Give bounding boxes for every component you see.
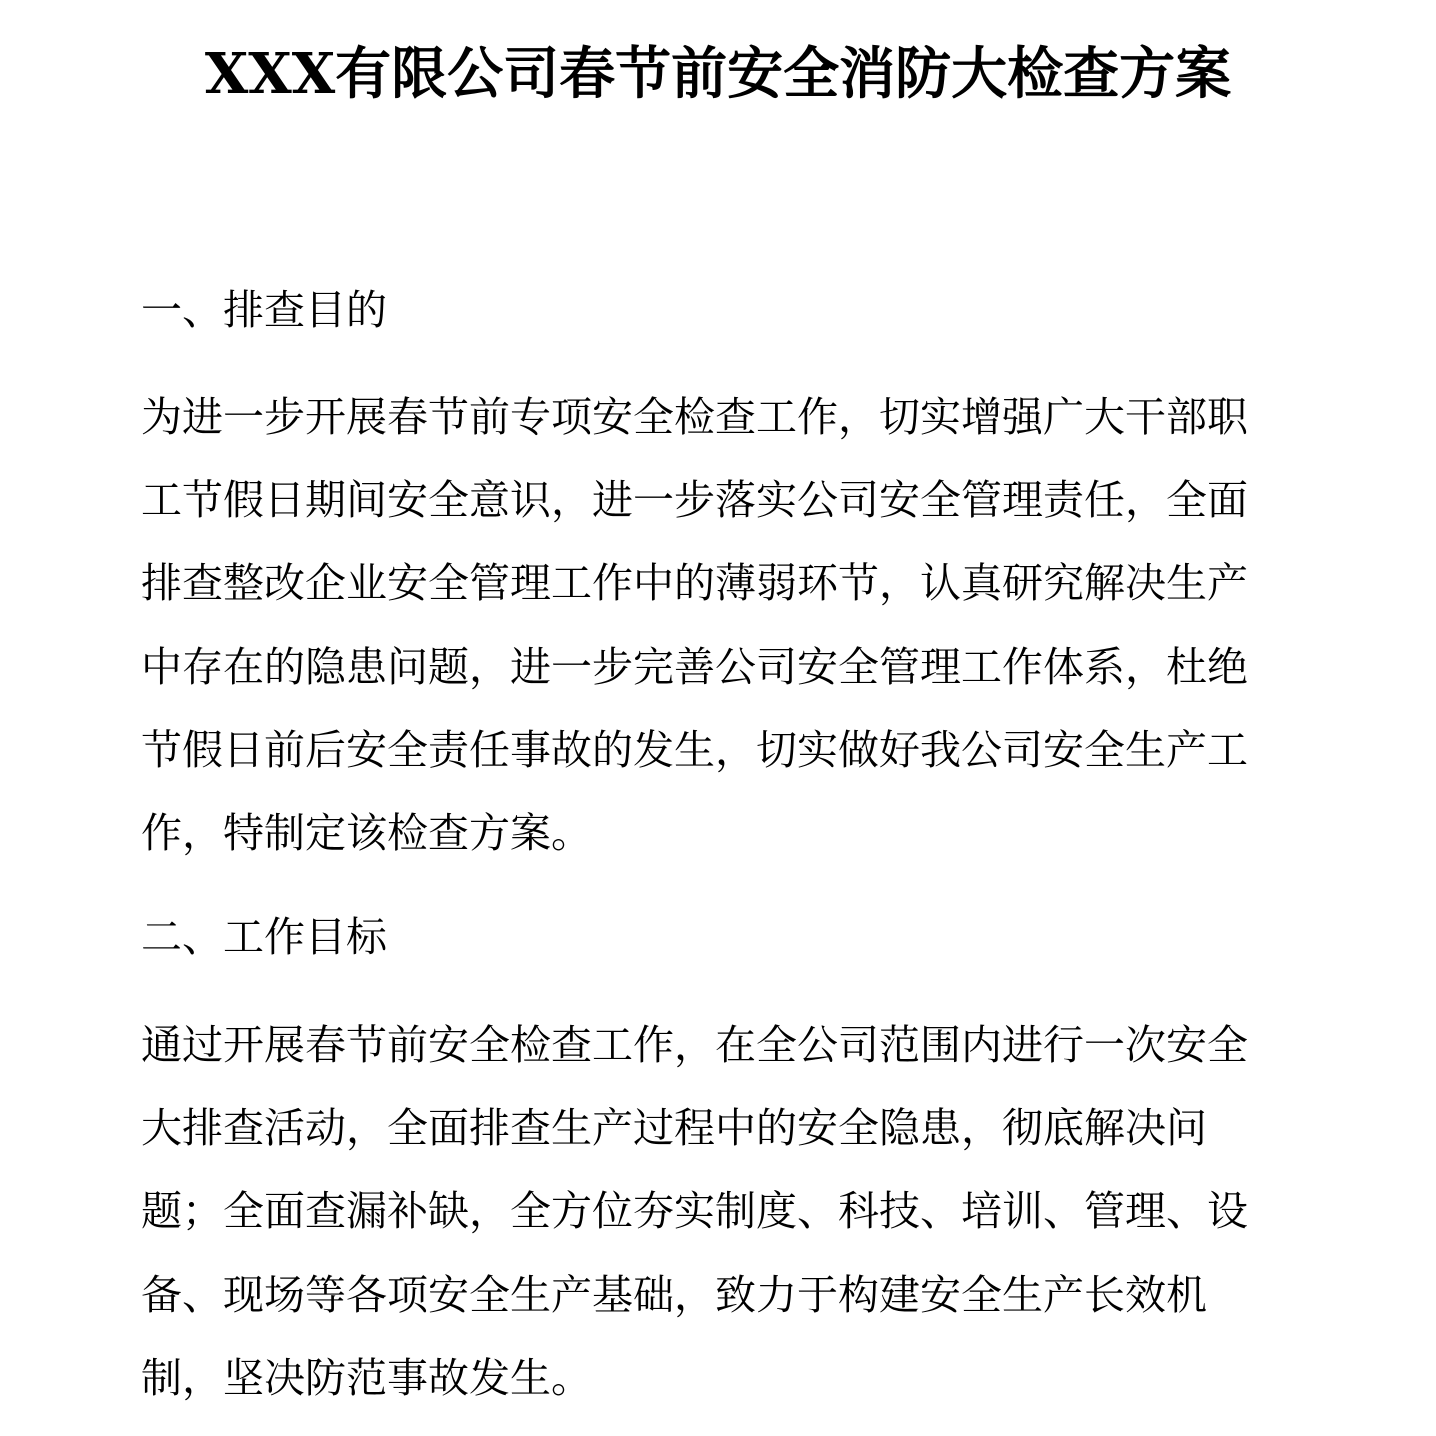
paragraph-line: 作，特制定该检查方案。: [141, 809, 592, 857]
paragraph-line: 工节假日期间安全意识，进一步落实公司安全管理责任，全面: [141, 476, 1248, 524]
paragraph-line: 节假日前后安全责任事故的发生，切实做好我公司安全生产工: [141, 726, 1248, 774]
paragraph-line: 制，坚决防范事故发生。: [141, 1354, 592, 1402]
paragraph-line: 通过开展春节前安全检查工作，在全公司范围内进行一次安全: [141, 1021, 1248, 1069]
paragraph-line: 备、现场等各项安全生产基础，致力于构建安全生产长效机: [141, 1271, 1207, 1319]
paragraph-line: 排查整改企业安全管理工作中的薄弱环节，认真研究解决生产: [141, 559, 1248, 607]
document-title: XXX有限公司春节前安全消防大检查方案: [204, 41, 1232, 107]
paragraph-line: 为进一步开展春节前专项安全检查工作，切实增强广大干部职: [141, 393, 1248, 441]
section-heading: 二、工作目标: [141, 913, 387, 961]
paragraph-line: 大排查活动，全面排查生产过程中的安全隐患，彻底解决问: [141, 1104, 1207, 1152]
paragraph-line: 中存在的隐患问题，进一步完善公司安全管理工作体系，杜绝: [141, 643, 1248, 691]
paragraph-line: 题；全面查漏补缺，全方位夯实制度、科技、培训、管理、设: [141, 1187, 1248, 1235]
section-heading: 一、排查目的: [141, 286, 387, 334]
